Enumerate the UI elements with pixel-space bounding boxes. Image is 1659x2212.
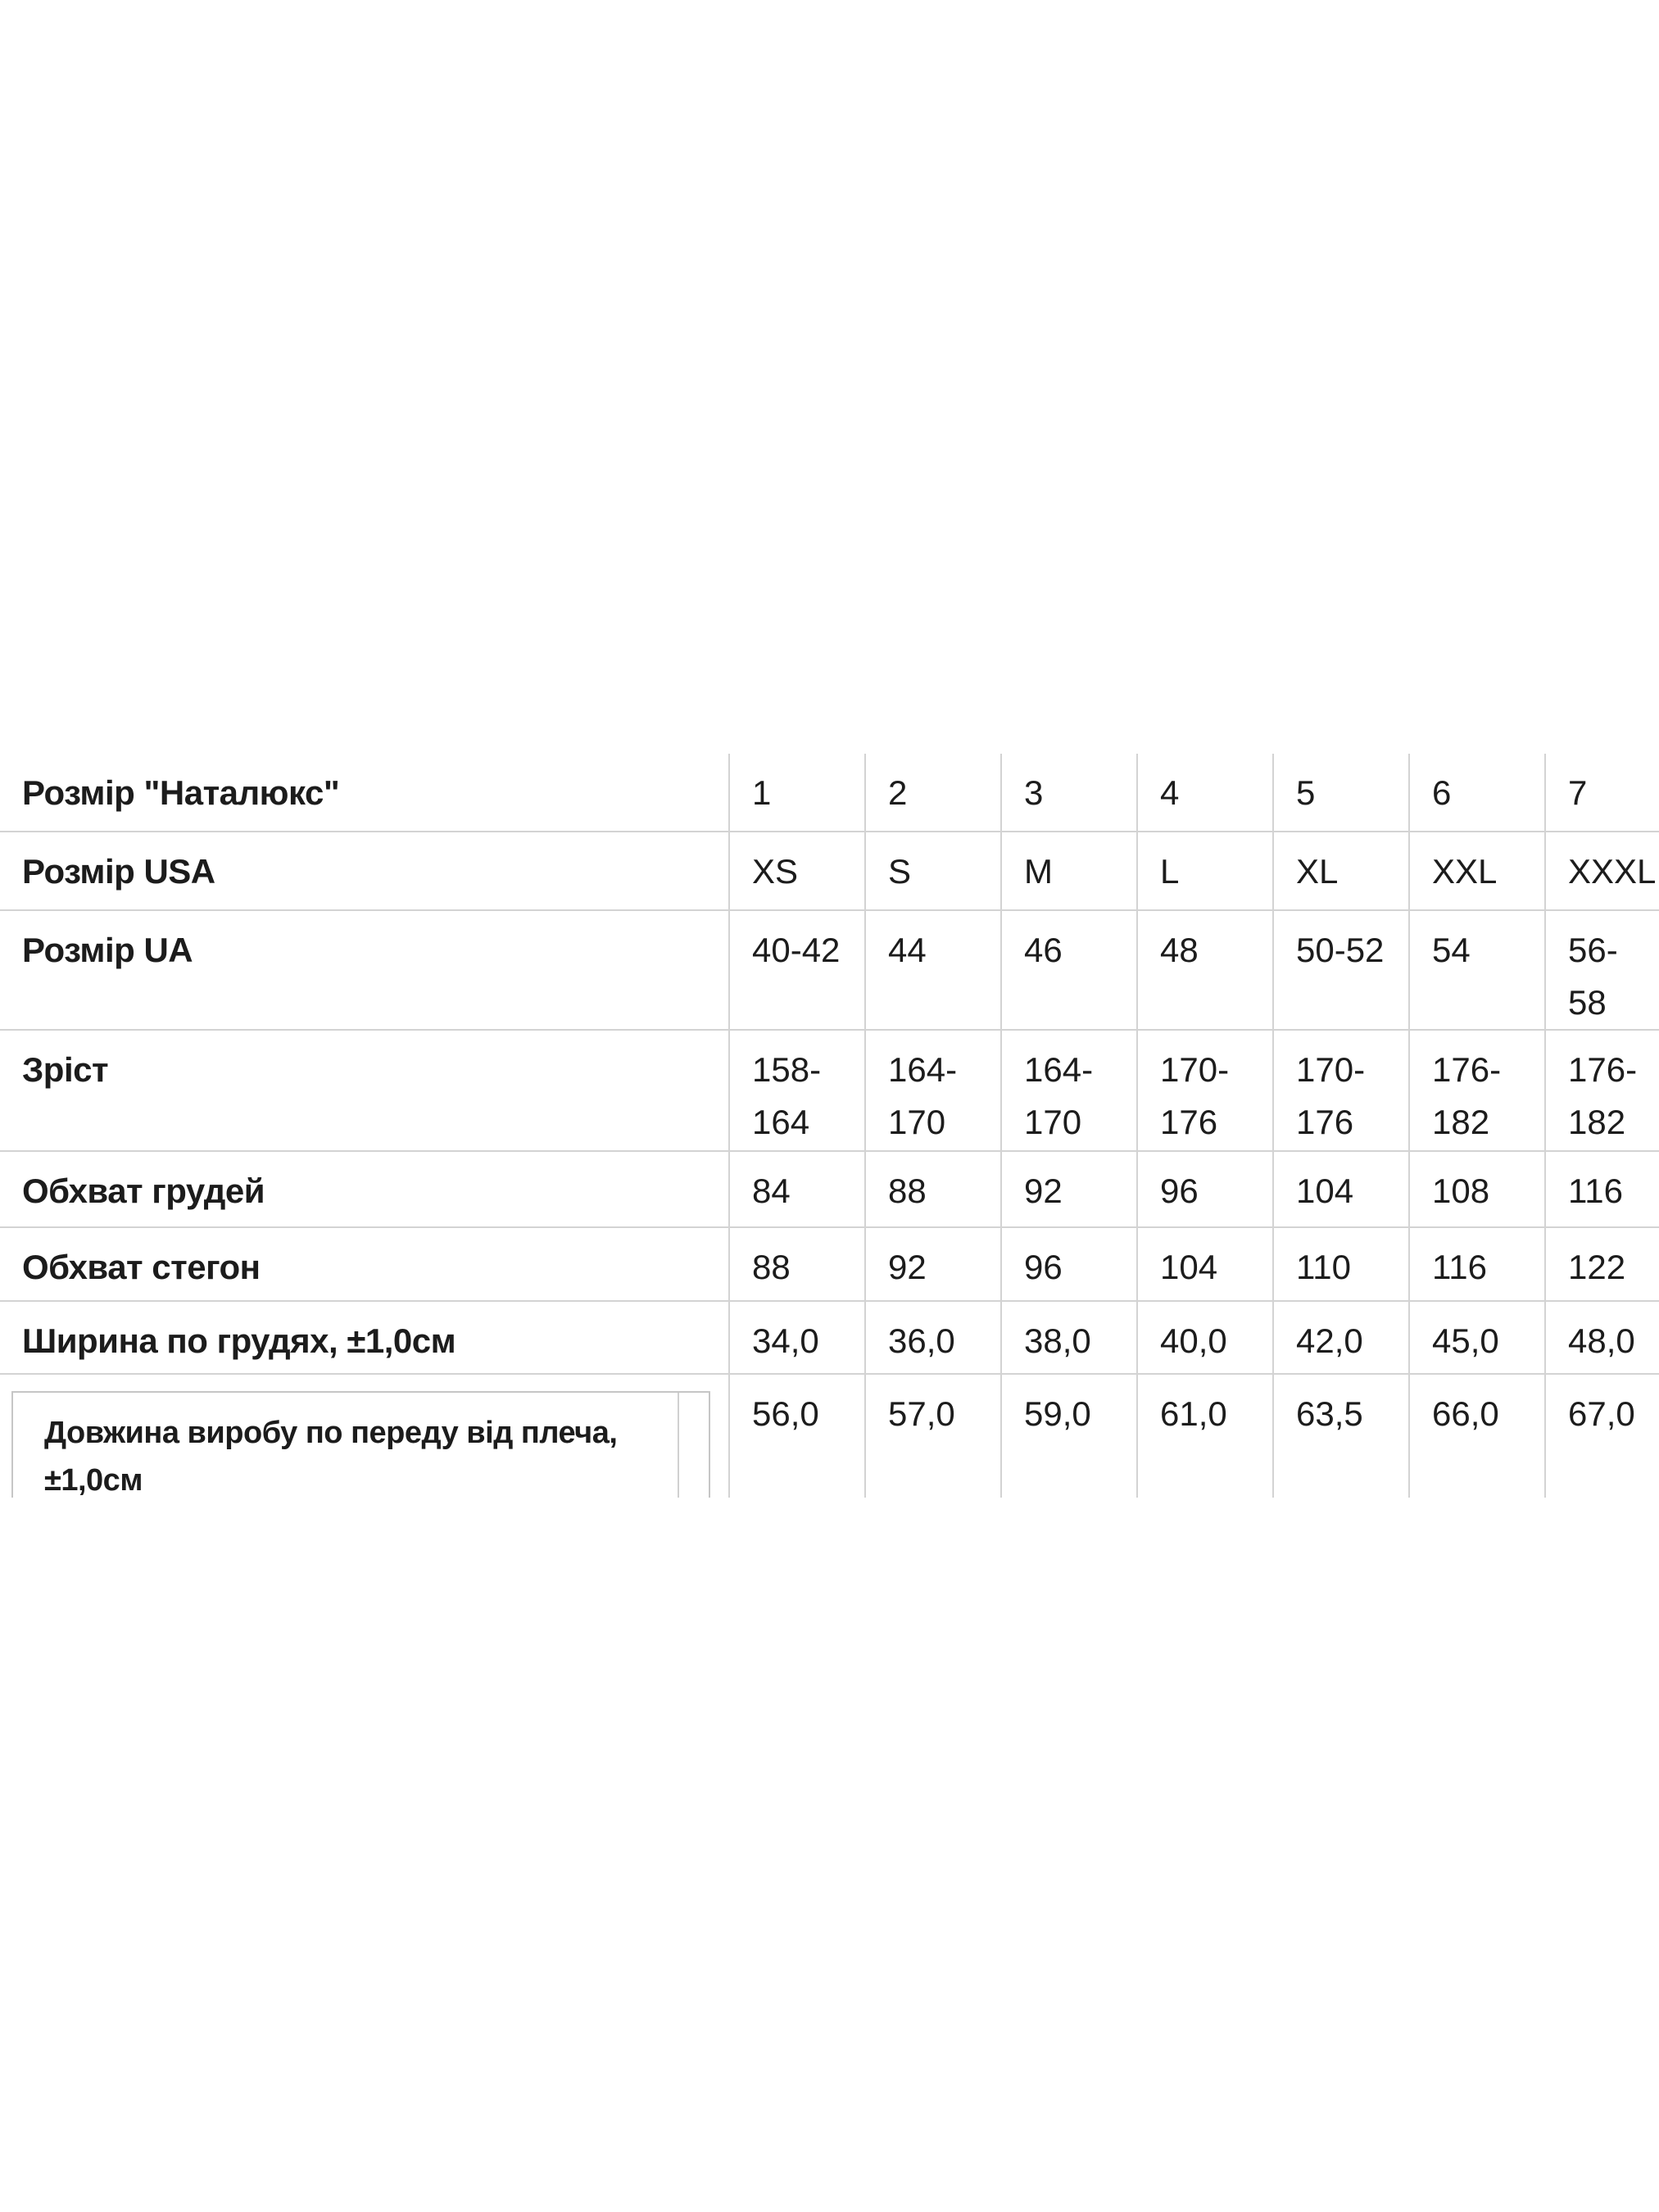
row-label: Довжина виробу по переду від плеча, ±1,0см	[44, 1416, 618, 1498]
size-value-cell: 40-42	[729, 910, 865, 1030]
size-value-cell: 44	[865, 910, 1001, 1030]
size-value-cell: 92	[865, 1227, 1001, 1301]
table-row	[0, 832, 1659, 910]
size-value-cell: 104	[1137, 1227, 1273, 1301]
row-label: Розмір USA	[0, 832, 729, 910]
size-value-cell: 36,0	[865, 1301, 1001, 1374]
size-value-cell: 170-176	[1137, 1030, 1273, 1151]
row-label: Обхват стегон	[0, 1227, 729, 1301]
size-value-cell: 92	[1001, 1151, 1137, 1227]
size-value-cell: 4	[1137, 754, 1273, 832]
size-value-cell: 50-52	[1273, 910, 1409, 1030]
size-value-cell: M	[1001, 832, 1137, 910]
size-value-cell: 42,0	[1273, 1301, 1409, 1374]
size-value-cell: 116	[1545, 1151, 1659, 1227]
size-value-cell: 66,0	[1409, 1374, 1545, 1498]
size-value-cell: 56,0	[729, 1374, 865, 1498]
size-value-cell: 108	[1409, 1151, 1545, 1227]
size-value-cell: 110	[1273, 1227, 1409, 1301]
size-value-cell: 96	[1137, 1151, 1273, 1227]
size-value-cell: XS	[729, 832, 865, 910]
size-value-cell: 61,0	[1137, 1374, 1273, 1498]
size-value-cell: 88	[729, 1227, 865, 1301]
size-value-cell: 84	[729, 1151, 865, 1227]
size-value-cell: 48,0	[1545, 1301, 1659, 1374]
table-row	[0, 910, 1659, 1030]
size-value-cell: 5	[1273, 754, 1409, 832]
table-row	[0, 1374, 1659, 1498]
size-value-cell: 7	[1545, 754, 1659, 832]
size-value-cell: 164-170	[1001, 1030, 1137, 1151]
size-value-cell: 164-170	[865, 1030, 1001, 1151]
size-value-cell: 45,0	[1409, 1301, 1545, 1374]
size-value-cell: 59,0	[1001, 1374, 1137, 1498]
row-label: Розмір "Наталюкс"	[22, 773, 340, 812]
size-value-cell: 57,0	[865, 1374, 1001, 1498]
table-row	[0, 754, 1659, 832]
size-value-cell: 48	[1137, 910, 1273, 1030]
size-value-cell: 176-182	[1409, 1030, 1545, 1151]
size-value-cell: 88	[865, 1151, 1001, 1227]
size-value-cell: 176-182	[1545, 1030, 1659, 1151]
table-row	[0, 1301, 1659, 1374]
size-value-cell: 122	[1545, 1227, 1659, 1301]
size-value-cell: 3	[1001, 754, 1137, 832]
size-value-cell: 170-176	[1273, 1030, 1409, 1151]
size-value-cell: 104	[1273, 1151, 1409, 1227]
size-value-cell: 56-58	[1545, 910, 1659, 1030]
size-value-cell: L	[1137, 832, 1273, 910]
size-value-cell: 63,5	[1273, 1374, 1409, 1498]
row-label: Ширина по грудях, ±1,0см	[0, 1301, 729, 1374]
size-value-cell: 2	[865, 754, 1001, 832]
table-row	[0, 1227, 1659, 1301]
size-value-cell: 116	[1409, 1227, 1545, 1301]
size-value-cell: 46	[1001, 910, 1137, 1030]
size-value-cell: 40,0	[1137, 1301, 1273, 1374]
size-value-cell: S	[865, 832, 1001, 910]
size-value-cell: 38,0	[1001, 1301, 1137, 1374]
size-chart-table	[0, 754, 1659, 1498]
size-value-cell: 67,0	[1545, 1374, 1659, 1498]
row-label: Зріст	[0, 1030, 729, 1151]
size-value-cell: 1	[729, 754, 865, 832]
cell-inner-divider-line	[678, 1393, 679, 1498]
table-row	[0, 1030, 1659, 1151]
row-label-cell	[0, 1374, 729, 1498]
row-label: Розмір UA	[0, 910, 729, 1030]
size-value-cell: 34,0	[729, 1301, 865, 1374]
size-value-cell: 54	[1409, 910, 1545, 1030]
size-value-cell: XL	[1273, 832, 1409, 910]
row-label: Обхват грудей	[0, 1151, 729, 1227]
size-value-cell: XXL	[1409, 832, 1545, 910]
size-value-cell: XXXL	[1545, 832, 1659, 910]
selected-cell-box	[11, 1391, 710, 1498]
table-row	[0, 1151, 1659, 1227]
size-value-cell: 6	[1409, 754, 1545, 832]
size-value-cell: 158-164	[729, 1030, 865, 1151]
size-value-cell: 96	[1001, 1227, 1137, 1301]
